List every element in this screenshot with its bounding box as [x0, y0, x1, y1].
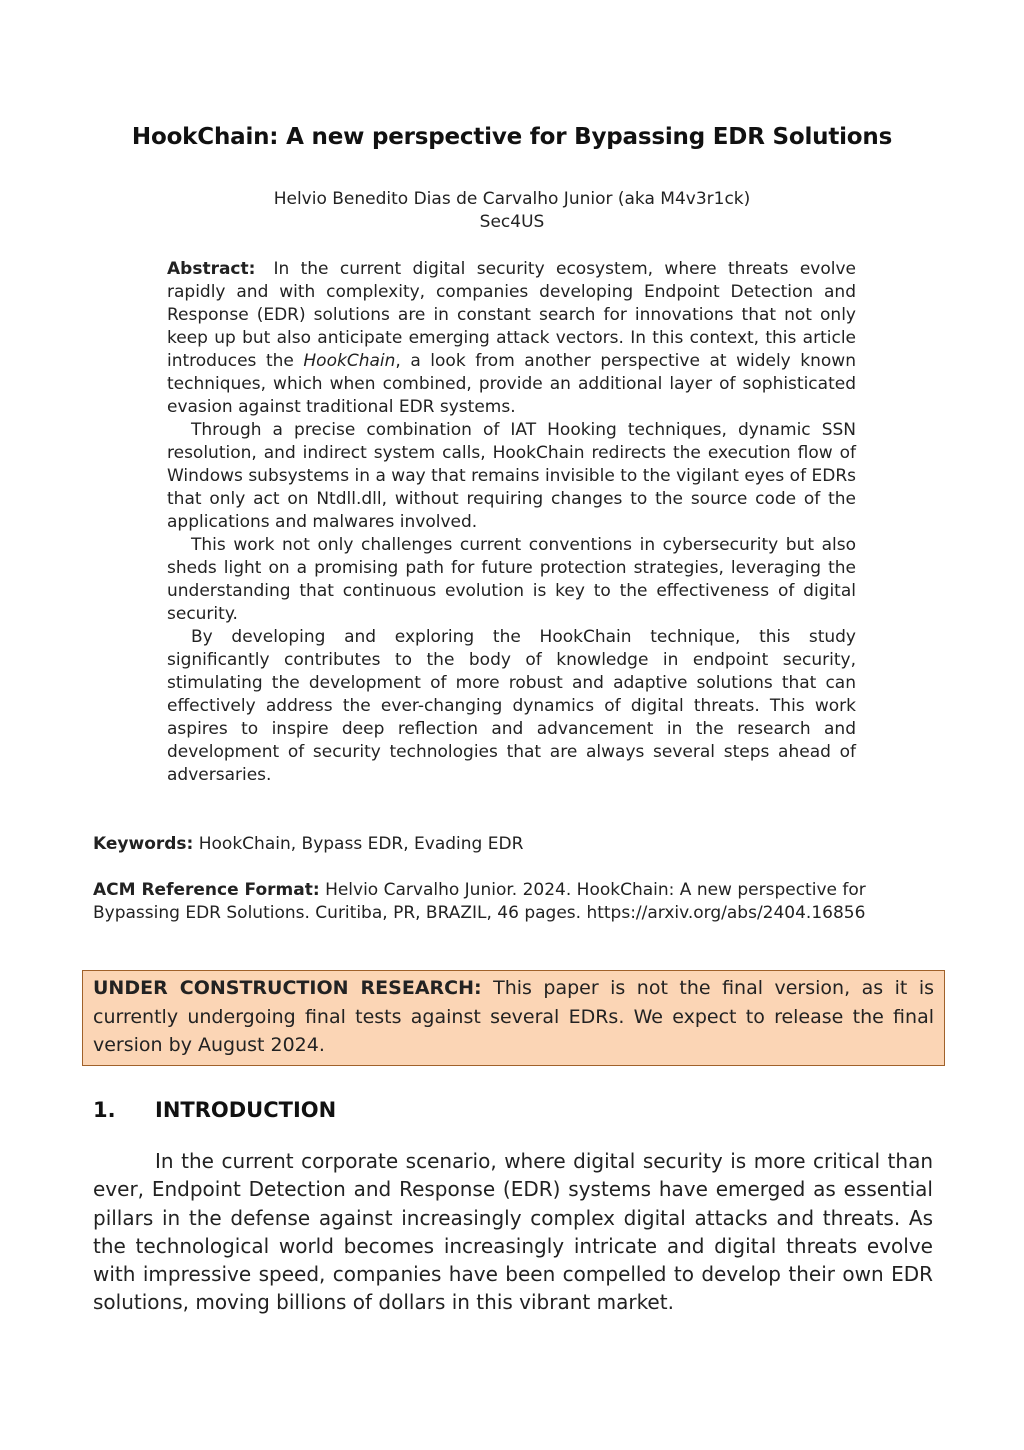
abstract-p1-italic: HookChain: [303, 351, 396, 371]
abstract-p1-end: , a look from another perspective at widely known techniques, which when combined, provide an additional layer of sophisticated evasion against traditional EDR systems.: [167, 351, 856, 417]
abstract-paragraph-2: Through a precise combination of IAT Hooking techniques, dynamic SSN resolution, and indirect system calls, HookChain redirects the execution flow of Windows subsystems in a way that remains invisible to the vigilant eyes of EDRs that only act on Ntdll.dll, without requiring changes to the source code of the applications and malwares involved.: [167, 420, 856, 532]
keywords-text: HookChain, Bypass EDR, Evading EDR: [198, 834, 524, 854]
abstract-label: Abstract:: [167, 259, 256, 279]
under-construction-notice: [82, 970, 945, 1066]
keywords-label: Keywords:: [93, 834, 194, 854]
paper-title: HookChain: A new perspective for Bypassing EDR Solutions: [131, 124, 893, 150]
author-affiliation: Sec4US: [479, 212, 545, 232]
author-block: [0, 188, 1024, 234]
notice-text: This paper is not the final version, as it is currently undergoing final tests against several EDRs. We expect to release the final version by August 2024.: [93, 977, 934, 1056]
keywords: [93, 833, 933, 856]
section-number: 1.: [93, 1098, 116, 1122]
abstract-paragraph-4: By developing and exploring the HookChain technique, this study significantly contributes to the body of knowledge in endpoint security, stimulating the development of more robust and adaptive solutions that can effectively address the ever-changing dynamics of digital threats. This work aspires to inspire deep reflection and advancement in the research and development of security technologies that are always several steps ahead of adversaries.: [167, 627, 856, 785]
introduction-paragraph: In the current corporate scenario, where digital security is more critical than ever, Endpoint Detection and Response (EDR) systems have emerged as essential pillars in the defense against increasingly complex digital attacks and threats. As the technological world becomes increasingly intricate and digital threats evolve with impressive speed, companies have been compelled to develop their own EDR solutions, moving billions of dollars in this vibrant market.: [93, 1149, 933, 1315]
abstract-paragraph-3: This work not only challenges current conventions in cybersecurity but also sheds light on a promising path for future protection strategies, leveraging the understanding that continuous evolution is key to the effectiveness of digital security.: [167, 535, 856, 624]
notice-label: UNDER CONSTRUCTION RESEARCH:: [93, 977, 482, 999]
acm-text: Helvio Carvalho Junior. 2024. HookChain: A new perspective for Bypassing EDR Solutions. Curitiba, PR, BRAZIL, 46 pages. https://arxiv.org/abs/2404.16856: [93, 880, 866, 923]
abstract: [167, 258, 856, 787]
abstract-p1-start: In the current digital security ecosystem, where threats evolve rapidly and with complexity, companies developing Endpoint Detection and Response (EDR) solutions are in constant search for innovations that not only keep up but also anticipate emerging attack vectors. In this context, this article introduces the: [167, 259, 856, 371]
section-heading-introduction: [93, 1098, 933, 1122]
acm-reference: [93, 879, 938, 925]
acm-label: ACM Reference Format:: [93, 880, 320, 900]
author-name: Helvio Benedito Dias de Carvalho Junior (aka M4v3r1ck): [273, 189, 751, 209]
abstract-paragraph-1: [167, 258, 856, 419]
section-title: INTRODUCTION: [155, 1098, 337, 1122]
